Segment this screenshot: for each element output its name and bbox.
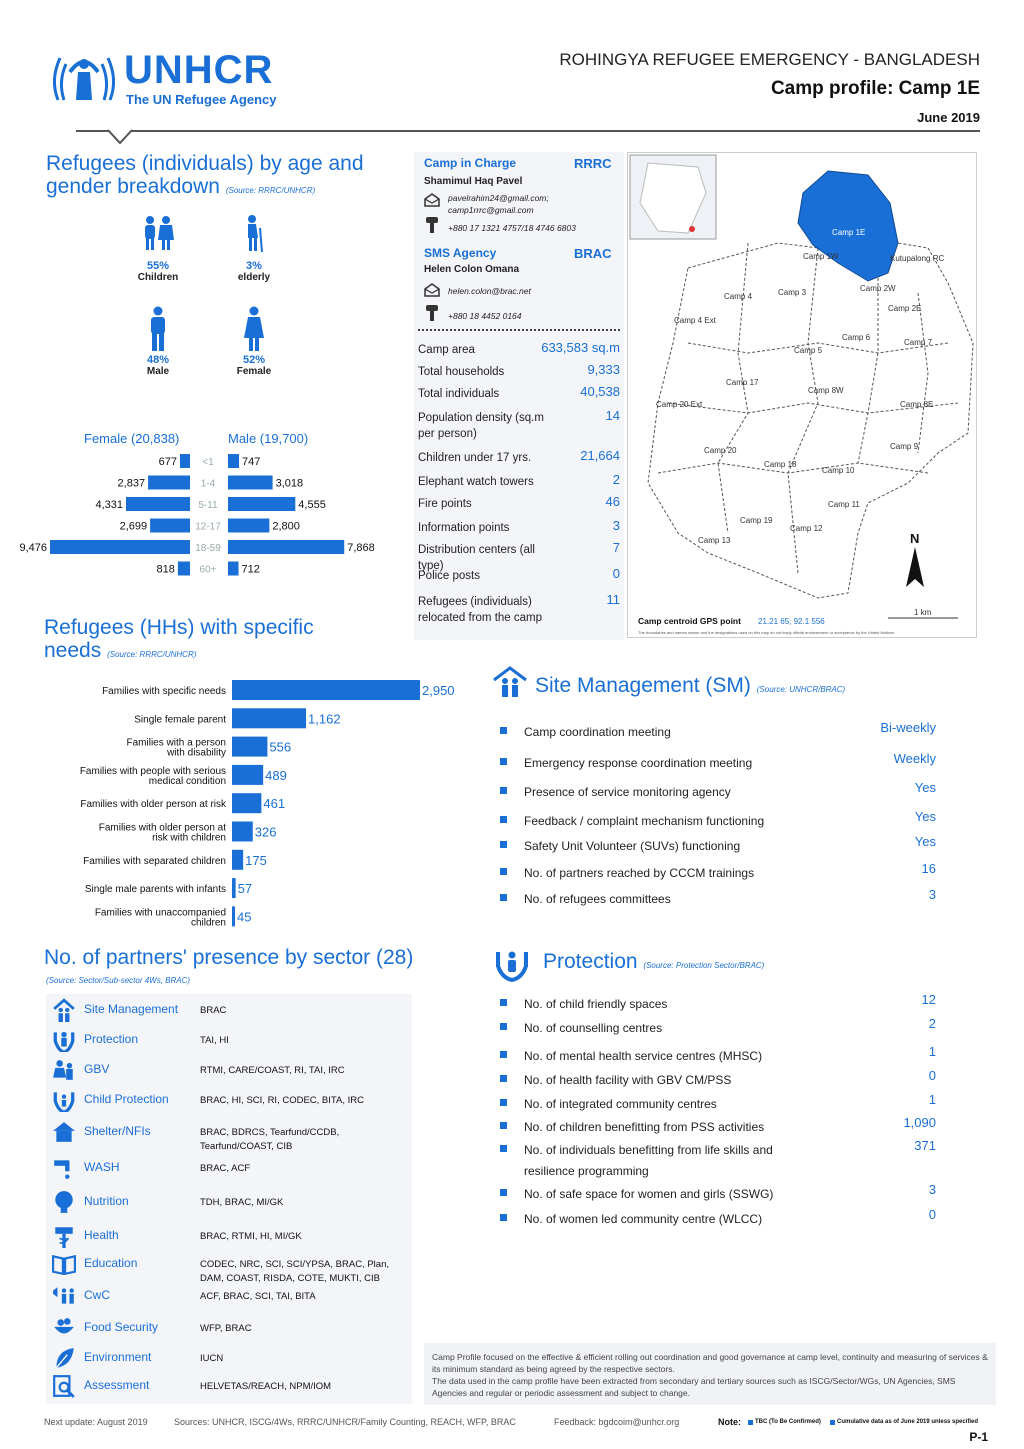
- age-group-label: 18-59: [195, 543, 221, 554]
- note-line-1: Camp Profile focused on the effective & efficient rolling out coordination and good governance at camp level, continuity and measuring of services & its minimum standard as being agreed by the respective sectors.: [432, 1352, 988, 1374]
- logo-sub: The UN Refugee Agency: [126, 92, 277, 107]
- stat-value: 0: [612, 566, 620, 581]
- male-value-label: 712: [241, 563, 260, 576]
- stat-row: [418, 594, 620, 626]
- stat-value: 21,664: [580, 448, 620, 463]
- map-label: Camp 10: [822, 466, 855, 475]
- age-group-label: <1: [202, 457, 214, 468]
- indicator-value: 1: [928, 1044, 936, 1059]
- indicator-label: No. of individuals benefitting from life skills and resilience programming: [524, 1143, 773, 1178]
- indicator-label: Emergency response coordination meeting: [524, 756, 753, 770]
- footer-next-update: Next update: August 2019: [44, 1417, 148, 1427]
- partner-orgs: BRAC: [200, 1005, 227, 1016]
- age-group-label: 12-17: [195, 521, 221, 533]
- magnifier-icon: [52, 1374, 76, 1398]
- female-value-label: 2,837: [117, 477, 146, 490]
- age-gender-source: (Source: RRRC/UNHCR): [225, 186, 316, 195]
- cic-name: Shamimul Haq Pavel: [424, 176, 523, 187]
- male-bar: [228, 540, 344, 554]
- partner-sector: Protection: [84, 1032, 139, 1046]
- age-gender-title: Refugees (individuals) by age and gender breakdown (Source: RRRC/UNHCR): [46, 152, 364, 198]
- needs-source: (Source: RRRC/UNHCR): [107, 650, 197, 659]
- partner-orgs: TDH, BRAC, MI/GK: [200, 1197, 284, 1208]
- stat-value: 2: [612, 472, 620, 487]
- partner-orgs: HELVETAS/REACH, NPM/IOM: [200, 1381, 332, 1392]
- male-value-label: 2,800: [272, 520, 300, 533]
- cic-email[interactable]: pavelrahim24@gmail.com; camp1rrrc@gmail.com: [448, 193, 549, 215]
- phone-icon: [425, 216, 439, 234]
- map-label: Camp 6: [842, 333, 871, 342]
- partner-orgs: ACF, BRAC, SCI, TAI, BITA: [200, 1291, 316, 1302]
- children-label: Children: [137, 272, 179, 283]
- needs-category-label: Families with older person at: [98, 822, 226, 834]
- male-value-label: 4,555: [298, 499, 326, 511]
- sms-name: Helen Colon Omana: [424, 264, 520, 275]
- stat-value: 14: [605, 408, 620, 423]
- north-label: N: [910, 531, 920, 546]
- age-group-label: 1-4: [200, 478, 216, 490]
- female-pct: 52%: [242, 354, 266, 366]
- partner-orgs: BRAC, HI, SCI, RI, CODEC, BITA, IRC: [200, 1095, 364, 1106]
- house-people-icon: [492, 666, 528, 698]
- partner-sector: Child Protection: [84, 1092, 169, 1106]
- stat-row: [418, 342, 620, 358]
- house-people-icon: [52, 998, 76, 1022]
- north-arrow-icon: [906, 547, 924, 587]
- stat-row: [418, 474, 620, 490]
- partner-orgs: WFP, BRAC: [200, 1323, 252, 1334]
- cumulative-legend-marker: [830, 1420, 835, 1425]
- female-icon: [239, 306, 269, 352]
- needs-category-label: Single male parents with infants: [84, 884, 226, 896]
- needs-value-label: 326: [254, 824, 277, 840]
- needs-category-label: Families with a person: [126, 737, 226, 749]
- partner-sector: Environment: [84, 1350, 152, 1364]
- stat-value: 9,333: [587, 362, 620, 377]
- gbv-icon: [52, 1058, 76, 1082]
- partner-sector: WASH: [84, 1160, 120, 1174]
- demographic-icons: [100, 214, 320, 384]
- bullet-marker: [500, 1023, 507, 1030]
- indicator-label: No. of safe space for women and girls (SSWG): [524, 1187, 774, 1201]
- needs-value-label: 461: [263, 796, 286, 812]
- map-canvas: [628, 153, 978, 639]
- partner-sector: Nutrition: [84, 1194, 129, 1208]
- needs-bar: [232, 850, 243, 870]
- stat-label: Elephant watch towers: [418, 476, 534, 488]
- map-label: Camp 1W: [803, 252, 839, 261]
- footer: [44, 1417, 1004, 1431]
- indicator-value: Bi-weekly: [880, 720, 936, 735]
- map-label: Camp 4 Ext: [674, 316, 716, 325]
- female-value-label: 4,331: [95, 499, 124, 511]
- bullet-marker: [500, 1189, 507, 1196]
- gps-value: 21.21 65; 92.1 556: [758, 617, 825, 626]
- map-label: Camp 5: [794, 346, 823, 355]
- partner-orgs: BRAC, ACF: [200, 1163, 251, 1174]
- stat-row: [418, 568, 620, 584]
- male-value-label: 7,868: [347, 542, 375, 554]
- elderly-pct: 3%: [246, 260, 262, 272]
- map-label: Camp 17: [726, 378, 759, 387]
- bullet-marker: [500, 1145, 507, 1152]
- female-bar: [150, 519, 190, 533]
- indicator-value: Yes: [914, 780, 936, 795]
- needs-category-label: children: [190, 917, 226, 929]
- map-label: Camp 11: [828, 500, 860, 509]
- needs-category-label: Families with unaccompanied: [94, 907, 226, 919]
- shelter-icon: [52, 1120, 76, 1144]
- indicator-value: 3: [928, 1182, 936, 1197]
- map-label: Camp 7: [904, 338, 933, 347]
- indicator-value: 371: [914, 1138, 936, 1153]
- indicator-label: Presence of service monitoring agency: [524, 785, 731, 799]
- needs-category-label: Families with people with serious: [79, 765, 226, 777]
- map-label: Camp 8W: [808, 386, 844, 395]
- male-pct: 48%: [146, 354, 170, 366]
- sms-label: SMS Agency: [424, 246, 497, 260]
- partner-orgs: RTMI, CARE/COAST, RI, TAI, IRC: [200, 1065, 345, 1076]
- stat-row: [418, 450, 620, 466]
- footer-note-label: Note:: [718, 1417, 741, 1427]
- indicator-label: No. of health facility with GBV CM/PSS: [524, 1073, 732, 1087]
- male-bar: [228, 497, 295, 511]
- female-value-label: 677: [158, 456, 177, 468]
- bullet-marker: [500, 787, 507, 794]
- protection-source: (Source: Protection Sector/BRAC): [643, 961, 765, 970]
- footer-feedback[interactable]: Feedback: bgdcoim@unhcr.org: [554, 1417, 680, 1427]
- partner-orgs: CODEC, NRC, SCI, SCI/YPSA, BRAC, Plan, DAM, COAST, RISDA, COTE, MUKTI, CIB: [200, 1259, 389, 1284]
- female-value-label: 2,699: [119, 520, 148, 533]
- footer-note-tbc: TBC (To Be Confirmed): [755, 1419, 821, 1425]
- age-group-label: 5-11: [198, 500, 218, 511]
- stat-value: 633,583 sq.m: [541, 340, 620, 355]
- email-icon: [424, 283, 440, 297]
- partners-title: No. of partners' presence by sector (28): [44, 946, 414, 969]
- female-bar: [178, 562, 190, 576]
- indicator-label: No. of counselling centres: [524, 1021, 663, 1035]
- needs-title: Refugees (HHs) with specific needs (Source: RRRC/UNHCR): [44, 616, 314, 662]
- children-pct: 55%: [146, 260, 170, 272]
- male-icon: [143, 306, 173, 352]
- stat-value: 40,538: [580, 384, 620, 399]
- bullet-marker: [500, 1214, 507, 1221]
- male-bar: [228, 454, 239, 468]
- stat-value: 7: [612, 540, 620, 555]
- needs-value-label: 175: [245, 852, 267, 868]
- indicator-label: Feedback / complaint mechanism functioning: [524, 814, 765, 828]
- bullet-marker: [500, 1075, 507, 1082]
- stat-label: Population density (sq.m per person): [418, 412, 544, 440]
- partner-sector: Education: [84, 1256, 138, 1270]
- elderly-label: elderly: [237, 272, 271, 283]
- needs-category-label: Families with specific needs: [102, 686, 226, 697]
- bullet-marker: [500, 999, 507, 1006]
- male-bar: [228, 519, 269, 533]
- protection-title: Protection (Source: Protection Sector/BRAC): [543, 950, 765, 973]
- indicator-label: No. of mental health service centres (MHSC): [524, 1049, 763, 1063]
- male-value-label: 747: [242, 456, 261, 468]
- female-bar: [148, 476, 190, 490]
- needs-bar: [232, 708, 306, 728]
- needs-value-label: 556: [269, 739, 292, 755]
- female-label: Female: [236, 366, 272, 377]
- tbc-legend-marker: [748, 1420, 753, 1425]
- header-divider: [76, 130, 980, 132]
- map-label: Camp 8E: [900, 400, 934, 409]
- site-mgmt-source: (Source: UNHCR/BRAC): [756, 685, 846, 694]
- male-label: Male: [146, 366, 170, 377]
- needs-category-label: Single female parent: [134, 714, 226, 726]
- bullet-marker: [500, 1051, 507, 1058]
- partner-sector: GBV: [84, 1062, 110, 1076]
- partner-sector: Shelter/NFIs: [84, 1124, 151, 1138]
- partners-source: (Source: Sector/Sub-sector 4Ws, BRAC): [46, 976, 191, 985]
- stat-label: Police posts: [418, 570, 481, 582]
- stat-row: [418, 496, 620, 512]
- stat-label: Distribution centers (all type): [418, 544, 535, 572]
- needs-bar: [232, 906, 235, 926]
- needs-category-label: Families with older person at risk: [80, 799, 226, 811]
- sms-email[interactable]: helen.colon@brac.net: [448, 286, 531, 296]
- map-label: Camp 2W: [860, 284, 896, 293]
- water-tap-icon: [52, 1156, 76, 1180]
- needs-value-label: 45: [237, 909, 252, 925]
- header-divider-notch: [108, 129, 132, 145]
- female-value-label: 818: [156, 563, 175, 576]
- map-disclaimer: The boundaries and names shown and the designations used on this map do not imply official endorsement or acceptance by the United Nations.: [638, 630, 896, 635]
- elderly-stat: [214, 214, 294, 283]
- female-value-label: 9,476: [19, 542, 47, 554]
- female-bar: [50, 540, 190, 554]
- needs-value-label: 489: [265, 767, 287, 783]
- note-line-2: The data used in the camp profile have been extracted from secondary and tertiary sources such as ISCG/Sector/WGs, UN Agencies, SMS Agencies and regular or periodic assessment and subject to change.: [432, 1376, 956, 1398]
- indicator-label: No. of child friendly spaces: [524, 997, 668, 1011]
- dotted-divider: [418, 329, 620, 331]
- note-box: [424, 1343, 996, 1405]
- needs-value-label: 57: [237, 881, 253, 897]
- needs-bar: [232, 680, 420, 700]
- needs-bar: [232, 765, 263, 785]
- bullet-marker: [500, 727, 507, 734]
- partner-sector: Site Management: [84, 1002, 179, 1016]
- page-number: P-1: [969, 1430, 988, 1444]
- specific-needs-chart: [20, 676, 480, 932]
- male-bar: [228, 562, 239, 576]
- bullet-marker: [500, 841, 507, 848]
- indicator-value: 3: [928, 887, 936, 902]
- camp-map: [627, 152, 977, 638]
- stat-label: Fire points: [418, 498, 472, 510]
- book-icon: [52, 1252, 76, 1276]
- partner-sector: Food Security: [84, 1320, 159, 1334]
- indicator-value: Weekly: [893, 751, 936, 766]
- stat-row: [418, 364, 620, 380]
- stat-value: 3: [612, 518, 620, 533]
- map-scale: 1 km: [914, 608, 932, 617]
- sms-phone: +880 18 4452 0164: [448, 311, 522, 321]
- stat-value: 46: [605, 494, 620, 509]
- indicator-label: No. of integrated community centres: [524, 1097, 717, 1111]
- map-label: Camp 18: [764, 460, 797, 469]
- indicator-value: 16: [921, 861, 936, 876]
- needs-bar: [232, 878, 236, 898]
- map-label: Camp 12: [790, 524, 823, 533]
- report-date: June 2019: [917, 110, 980, 125]
- map-label: Camp 4: [724, 292, 753, 301]
- email-icon: [424, 193, 440, 207]
- needs-bar: [232, 737, 267, 757]
- child-protection-icon: [52, 1088, 76, 1112]
- needs-bar: [232, 822, 253, 842]
- elderly-icon: [234, 214, 274, 254]
- indicator-label: No. of women led community centre (WLCC): [524, 1212, 763, 1226]
- map-label: Camp 20 Ext: [656, 400, 703, 409]
- age-gender-chart: [0, 450, 400, 582]
- food-icon: [52, 1316, 76, 1340]
- indicator-value: 2: [928, 1016, 936, 1031]
- indicator-value: Yes: [914, 834, 936, 849]
- phone-icon: [425, 304, 439, 322]
- logo-name: UNHCR: [124, 48, 274, 92]
- bullet-marker: [500, 1122, 507, 1129]
- stat-label: Total individuals: [418, 388, 500, 400]
- bullet-marker: [500, 868, 507, 875]
- leaf-icon: [52, 1346, 76, 1370]
- stat-row: [418, 386, 620, 402]
- female-bar: [180, 454, 190, 468]
- indicator-value: 1: [928, 1092, 936, 1107]
- footer-sources: Sources: UNHCR, ISCG/4Ws, RRRC/UNHCR/Family Counting, REACH, WFP, BRAC: [174, 1417, 516, 1427]
- children-icon: [138, 214, 178, 254]
- sms-org: BRAC: [574, 246, 612, 261]
- unhcr-logo: [48, 48, 298, 110]
- needs-value-label: 1,162: [308, 711, 341, 727]
- stat-label: Information points: [418, 522, 510, 534]
- stat-label: Camp area: [418, 344, 475, 356]
- protection-hands-icon: [494, 946, 530, 982]
- stat-row: [418, 520, 620, 536]
- partner-sector: Health: [84, 1228, 119, 1242]
- health-icon: [52, 1224, 76, 1248]
- bullet-marker: [500, 894, 507, 901]
- indicator-label: No. of partners reached by CCCM trainings: [524, 866, 755, 880]
- needs-category-label: Families with separated children: [83, 855, 226, 867]
- bullet-marker: [500, 758, 507, 765]
- cic-org: RRRC: [574, 156, 612, 171]
- bullet-marker: [500, 1099, 507, 1106]
- footer-note-cumulative: Cumulative data as of June 2019 unless specified: [837, 1419, 979, 1425]
- map-label: Camp 3: [778, 288, 807, 297]
- indicator-value: 0: [928, 1068, 936, 1083]
- indicator-value: Yes: [914, 809, 936, 824]
- children-stat: [118, 214, 198, 283]
- report-subtitle: Camp profile: Camp 1E: [770, 78, 980, 99]
- cwc-icon: [52, 1284, 76, 1308]
- partner-orgs: IUCN: [200, 1353, 224, 1364]
- female-total-label: Female (20,838): [84, 431, 180, 446]
- nutrition-icon: [52, 1190, 76, 1214]
- site-mgmt-title: Site Management (SM) (Source: UNHCR/BRAC): [535, 674, 846, 697]
- needs-value-label: 2,950: [422, 683, 455, 698]
- partner-sector: Assessment: [84, 1378, 150, 1392]
- cic-label: Camp in Charge: [424, 156, 517, 170]
- map-label: Camp 19: [740, 516, 773, 525]
- needs-category-label: with disability: [167, 747, 226, 759]
- stat-label: Total households: [418, 366, 505, 378]
- partner-orgs: BRAC, BDRCS, Tearfund/CCDB, Tearfund/COAST, CIB: [200, 1127, 340, 1152]
- stat-label: Refugees (individuals) relocated from the camp: [418, 596, 543, 624]
- stat-value: 11: [606, 592, 620, 607]
- unhcr-emblem-icon: [48, 50, 120, 108]
- partner-orgs: TAI, HI: [200, 1035, 229, 1046]
- map-label: Camp 2E: [888, 304, 922, 313]
- needs-category-label: risk with children: [152, 832, 226, 844]
- stat-row: [418, 410, 620, 442]
- report-title: ROHINGYA REFUGEE EMERGENCY - BANGLADESH: [559, 50, 980, 69]
- cic-phone: +880 17 1321 4757/18 4746 6803: [448, 223, 576, 233]
- male-total-label: Male (19,700): [228, 431, 309, 446]
- needs-bar: [232, 793, 261, 813]
- indicator-value: 1,090: [903, 1115, 936, 1130]
- indicator-value: 12: [921, 992, 936, 1007]
- indicator-value: 0: [928, 1207, 936, 1222]
- indicator-label: No. of refugees committees: [524, 892, 671, 906]
- age-group-label: 60+: [199, 564, 217, 576]
- protection-hands-icon: [52, 1028, 76, 1052]
- male-value-label: 3,018: [275, 477, 304, 490]
- male-stat: [118, 306, 198, 377]
- female-bar: [126, 497, 190, 511]
- map-label: Kutupalong RC: [890, 254, 945, 263]
- bullet-marker: [500, 816, 507, 823]
- partner-orgs: BRAC, RTMI, HI, MI/GK: [200, 1231, 302, 1242]
- indicator-label: Camp coordination meeting: [524, 725, 671, 739]
- female-stat: [214, 306, 294, 377]
- indicator-label: No. of children benefitting from PSS activities: [524, 1120, 765, 1134]
- male-bar: [228, 476, 273, 490]
- indicator-label: Safety Unit Volunteer (SUVs) functioning: [524, 839, 741, 853]
- gps-label: Camp centroid GPS point: [638, 616, 741, 626]
- map-label: Camp 9: [890, 442, 919, 451]
- needs-category-label: medical condition: [148, 775, 226, 787]
- partner-sector: CwC: [84, 1288, 110, 1302]
- map-label: Camp 13: [698, 536, 731, 545]
- map-label: Camp 20: [704, 446, 737, 455]
- stat-label: Children under 17 yrs.: [418, 452, 532, 464]
- map-label: Camp 1E: [832, 228, 866, 237]
